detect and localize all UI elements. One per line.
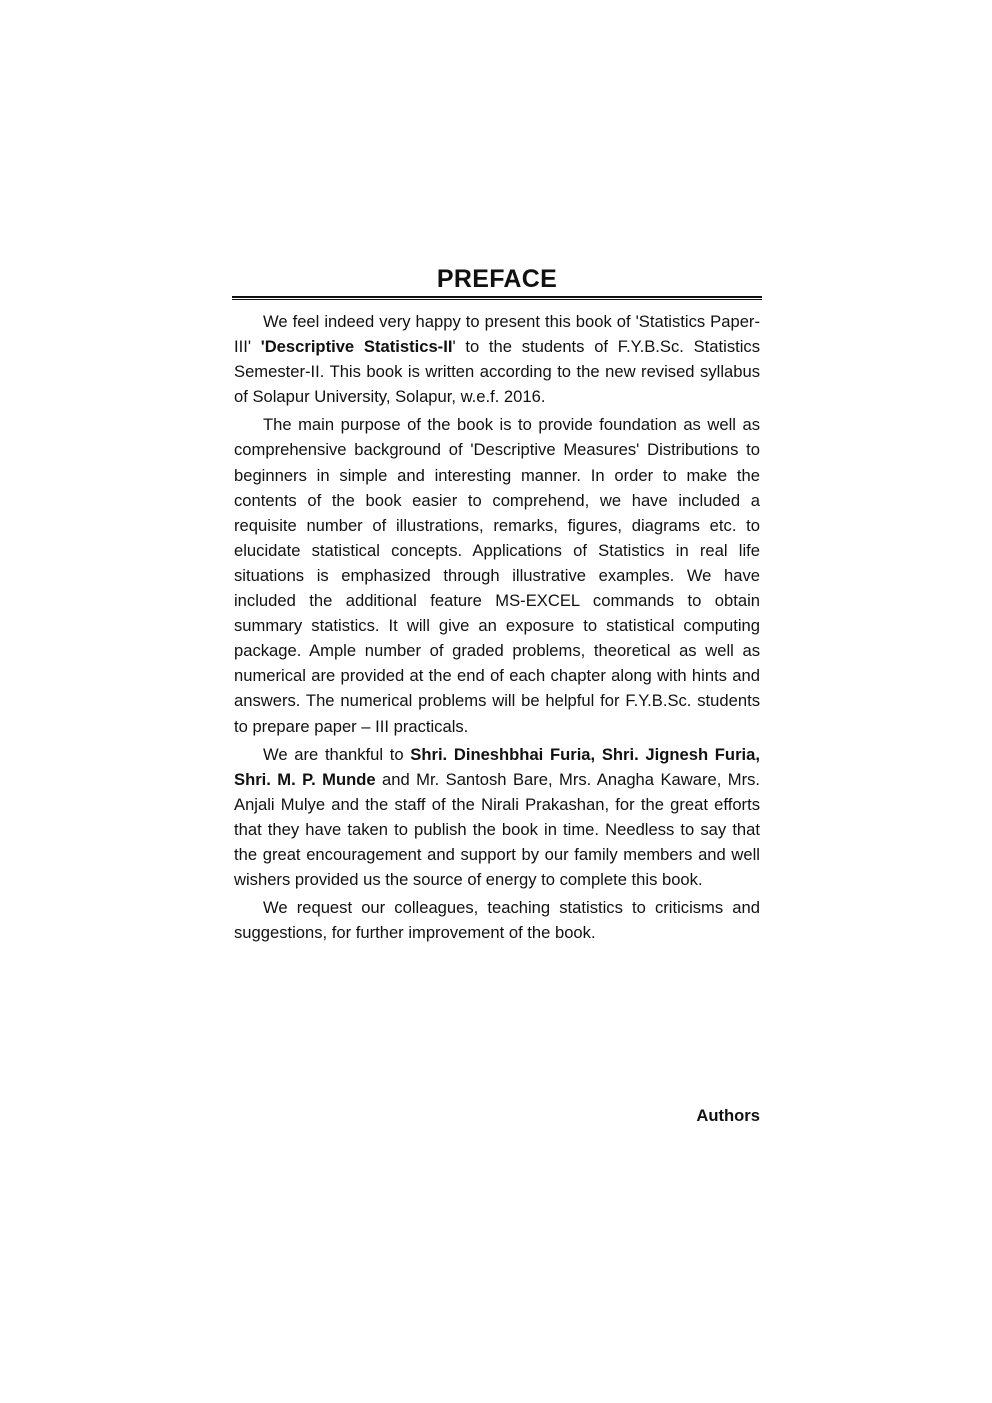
paragraph-purpose xyxy=(234,412,760,738)
paragraph-acknowledgements xyxy=(234,742,760,893)
title-underline-divider xyxy=(232,296,762,300)
paragraph-text: We feel indeed very happy to present this book of 'Statistics Paper-III' xyxy=(234,312,760,357)
authors-signature: Authors xyxy=(696,1106,760,1125)
paragraph-text: We are thankful to xyxy=(263,744,411,764)
paragraph-intro xyxy=(234,309,760,409)
paragraph-text: We request our colleagues, teaching statistics to criticisms and suggestions, for further improvement of the book. xyxy=(234,898,760,943)
publisher-names-emphasis: Shri. Dineshbhai Furia, Shri. Jignesh Furia, Shri. M. P. Munde xyxy=(234,744,760,789)
preface-page xyxy=(234,262,760,945)
paragraph-text: and Mr. Santosh Bare, Mrs. Anagha Kaware, Mrs. Anjali Mulye and the staff of the Nirali Prakashan, for the great efforts that they have taken to publish the book in time. Needless to say that the great encouragement and support by our family members and well wishers provided us the source of energy to complete this book. xyxy=(234,769,760,890)
book-title-emphasis: 'Descriptive Statistics-II xyxy=(260,337,453,357)
paragraph-text: The main purpose of the book is to provide foundation as well as comprehensive background of 'Descriptive Measures' Distributions to beginners in simple and interesting manner. In order to make the contents of the book easier to comprehend, we have included a requisite number of illustrations, remarks, figures, diagrams etc. to elucidate statistical concepts. Applications of Statistics in real life situations is emphasized through illustrative examples. We have included the additional feature MS-EXCEL commands to obtain summary statistics. It will give an exposure to statistical computing package. Ample number of graded problems, theoretical as well as numerical are provided at the end of each chapter along with hints and answers. The numerical problems will be helpful for F.Y.B.Sc. students to prepare paper – III practicals. xyxy=(234,415,760,736)
paragraph-request xyxy=(234,895,760,945)
paragraph-text: ' to the students of F.Y.B.Sc. Statistics Semester-II. This book is written according to the new revised syllabus of Solapur University, Solapur, w.e.f. 2016. xyxy=(234,337,761,407)
page-title: PREFACE xyxy=(436,265,558,293)
